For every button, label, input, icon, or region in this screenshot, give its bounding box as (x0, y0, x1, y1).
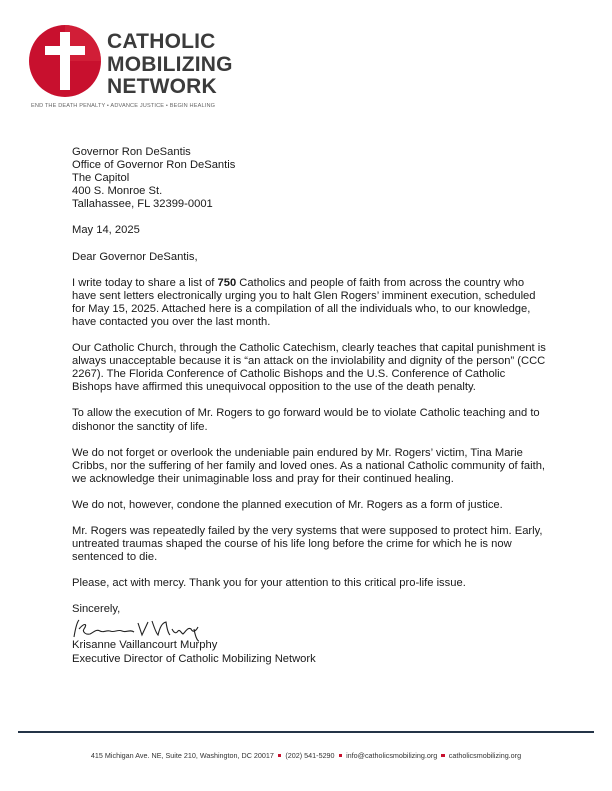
paragraph: We do not, however, condone the planned execution of Mr. Rogers as a form of justice. (72, 498, 503, 511)
address-line: 400 S. Monroe St. (72, 185, 163, 198)
signer-title: Executive Director of Catholic Mobilizing Network (72, 652, 316, 665)
paragraph-text: I write today to share a list of (72, 276, 218, 289)
address-line: Office of Governor Ron DeSantis (72, 159, 236, 172)
separator-icon (278, 754, 282, 758)
separator-icon (441, 754, 445, 758)
paragraph: We do not forget or overlook the undeniable pain endured by Mr. Rogers’ victim, Tina Marie Cribbs, nor the suffering of her family and loved ones. As a national Catholic community of faith, we acknowledge their unimaginable loss and pray for their continued healing. (72, 446, 546, 485)
footer-website[interactable]: catholicsmobilizing.org (448, 751, 522, 760)
footer-divider (18, 731, 594, 733)
address-line: Tallahassee, FL 32399-0001 (72, 198, 213, 211)
tagline: END THE DEATH PENALTY • ADVANCE JUSTICE • BEGIN HEALING (31, 103, 216, 109)
signature (72, 617, 547, 639)
handwritten-signature (70, 617, 210, 643)
closing: Sincerely, (72, 603, 121, 616)
salutation: Dear Governor DeSantis, (72, 250, 198, 263)
paragraph: To allow the execution of Mr. Rogers to go forward would be to violate Catholic teaching and to dishonor the sanctity of life. (72, 407, 540, 433)
footer-email[interactable]: info@catholicsmobilizing.org (346, 751, 438, 760)
address-line: Governor Ron DeSantis (72, 146, 191, 158)
letter-count: 750 (217, 276, 237, 289)
separator-icon (339, 754, 343, 758)
org-name-line: NETWORK (107, 75, 217, 98)
address-line: The Capitol (72, 172, 130, 185)
paragraph-text: Catholics and people of faith from across the country who have sent letters electronically urging you to halt Glen Rogers’ imminent execution, scheduled for May 15, 2025. Attached here is a compilation of all the individuals who, to our knowledge, have contacted you over the last month. (72, 276, 536, 328)
recipient-address (72, 146, 547, 211)
letter-date: May 14, 2025 (72, 224, 140, 237)
letterhead (28, 24, 248, 114)
paragraph (72, 277, 547, 329)
letter-body (72, 146, 547, 666)
footer-phone: (202) 541-5290 (285, 751, 335, 760)
org-name-line: MOBILIZING (107, 52, 233, 76)
cross-logo-icon (28, 24, 102, 98)
organization-name (107, 31, 233, 99)
org-name-line: CATHOLIC (107, 30, 216, 53)
signer-name: Krisanne Vaillancourt Murphy (72, 639, 218, 652)
footer-address: 415 Michigan Ave. NE, Suite 210, Washington, DC 20017 (90, 751, 274, 760)
paragraph: Our Catholic Church, through the Catholic Catechism, clearly teaches that capital punishment is always unacceptable because it is “an attack on the inviolability and dignity of the person” (CCC 2267). The Florida Conference of Catholic Bishops and the U.S. Conference of Catholic Bishops have affirmed this unequivocal opposition to the use of the death penalty. (72, 342, 546, 394)
paragraph: Please, act with mercy. Thank you for your attention to this critical pro-life issue. (72, 577, 466, 590)
paragraph: Mr. Rogers was repeatedly failed by the very systems that were supposed to protect him. Early, untreated traumas shaped the course of his life long before the crime for which he is now sentenced to die. (72, 524, 543, 564)
footer (0, 751, 612, 760)
